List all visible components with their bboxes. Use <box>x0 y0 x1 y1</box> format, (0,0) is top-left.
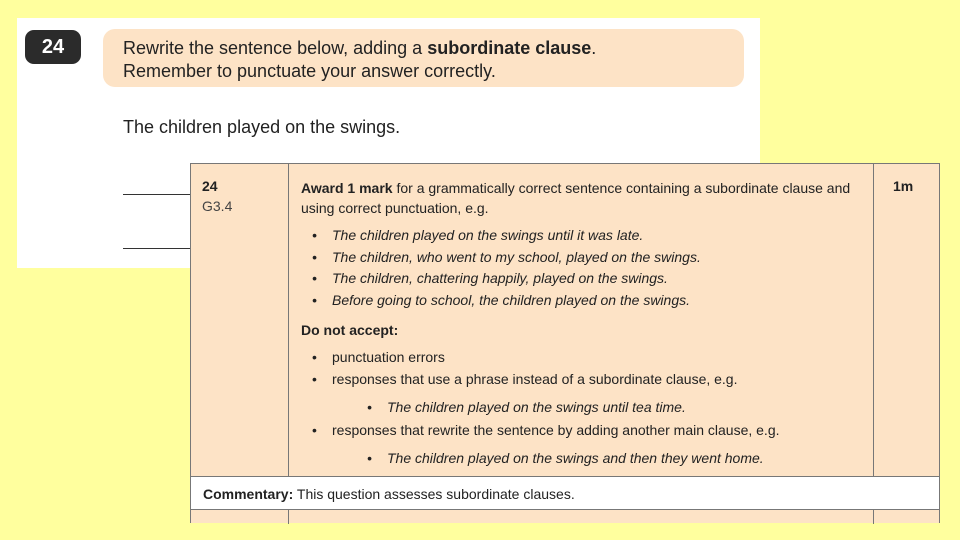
do-not-accept-heading: Do not accept: <box>301 322 399 338</box>
column-divider <box>288 164 289 476</box>
list-item: • Before going to school, the children played on the swings. <box>301 290 861 312</box>
do-not-accept-list <box>301 347 861 390</box>
answer-line-1[interactable] <box>123 194 193 195</box>
instruction-text: Rewrite the sentence below, adding a <box>123 38 428 58</box>
column-divider <box>873 510 874 524</box>
list-item: • The children, chattering happily, played on the swings. <box>301 268 861 290</box>
commentary-label: Commentary: <box>203 486 294 502</box>
list-item: • The children played on the swings until it was late. <box>301 225 861 247</box>
answer-line-2[interactable] <box>123 248 193 249</box>
question-sentence: The children played on the swings. <box>123 117 401 137</box>
list-item: • The children played on the swings and then they went home. <box>301 448 861 470</box>
scheme-content-code: G3.4 <box>202 198 233 214</box>
main-clause-example-list <box>301 448 861 470</box>
award-text: for a grammatically correct sentence containing a subordinate clause and using correct punctuation, e.g. <box>301 180 851 216</box>
question-instruction <box>103 29 744 87</box>
commentary-row <box>191 476 939 510</box>
award-statement <box>301 178 861 218</box>
instruction-emphasis: subordinate clause <box>427 38 592 58</box>
list-item: • responses that rewrite the sentence by adding another main clause, e.g. <box>301 420 861 442</box>
column-divider <box>873 164 874 476</box>
list-item: • punctuation errors <box>301 347 861 369</box>
mark-scheme-card <box>190 163 940 523</box>
question-number-badge: 24 <box>25 30 81 64</box>
accepted-examples-list <box>301 225 861 311</box>
award-label: Award 1 mark <box>301 180 393 196</box>
column-divider <box>288 510 289 524</box>
list-item: • The children played on the swings until tea time. <box>301 397 861 419</box>
list-item: • responses that use a phrase instead of a subordinate clause, e.g. <box>301 369 861 391</box>
list-item: • The children, who went to my school, played on the swings. <box>301 247 861 269</box>
instruction-line-2: Remember to punctuate your answer correctly. <box>123 61 496 81</box>
instruction-period: . <box>591 38 597 58</box>
phrase-example-list <box>301 397 861 419</box>
do-not-accept-list-continued <box>301 420 861 442</box>
scheme-mark: 1m <box>893 178 914 194</box>
scheme-question-number: 24 <box>202 178 218 194</box>
commentary-text: This question assesses subordinate clauses. <box>293 486 575 502</box>
scheme-body <box>301 178 861 471</box>
